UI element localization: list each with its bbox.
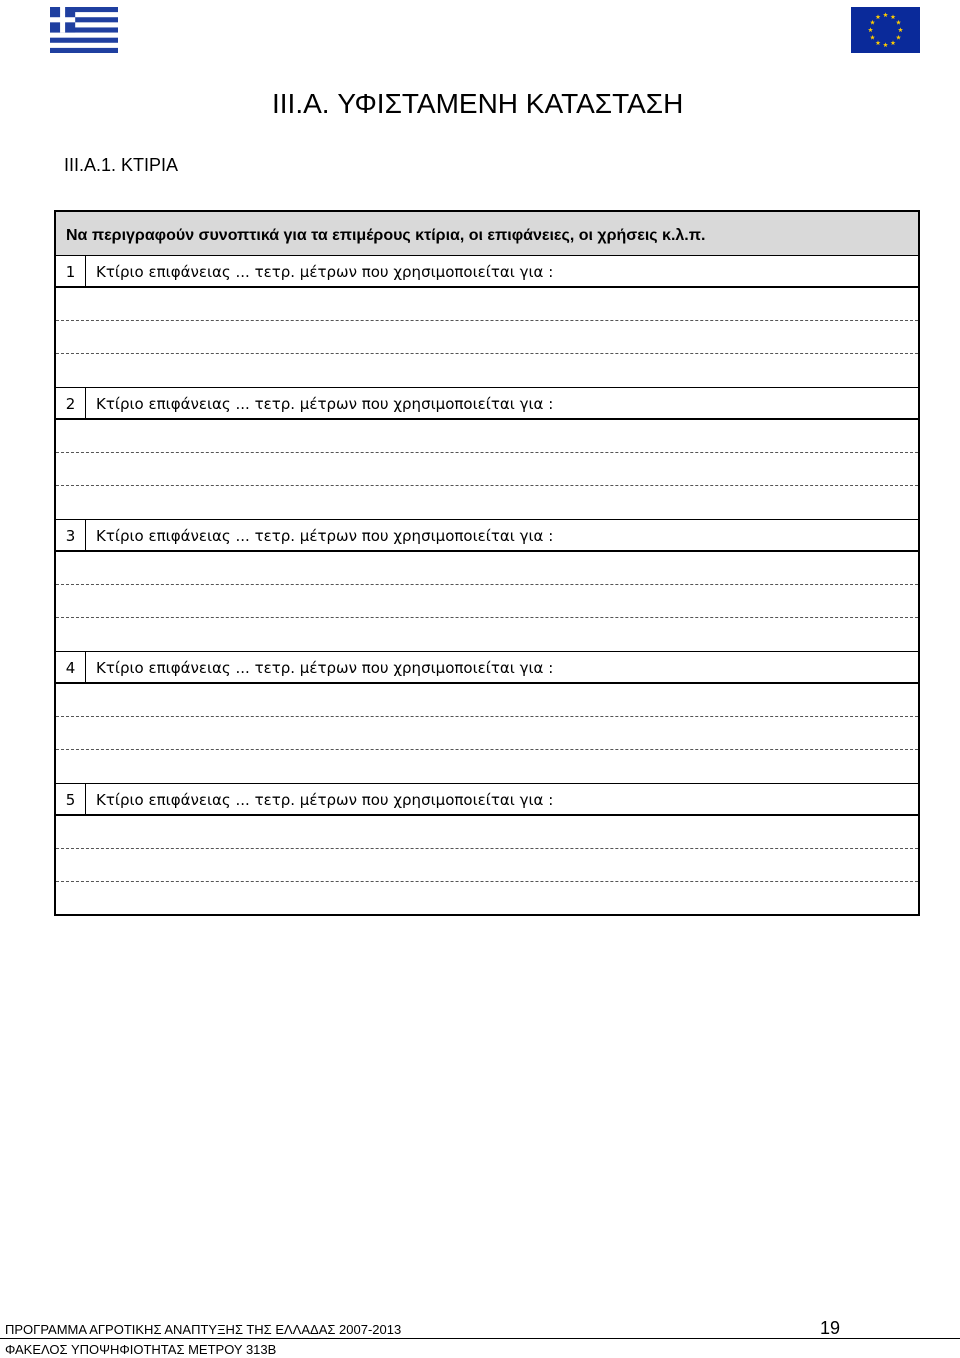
entry-line[interactable] — [56, 353, 918, 354]
eu-flag-icon — [851, 7, 920, 53]
entry-line[interactable] — [56, 485, 918, 486]
row-label: Κτίριο επιφάνειας ... τετρ. μέτρων που χρησιμοποιείται για : — [96, 263, 554, 281]
entry-line[interactable] — [56, 320, 918, 321]
entry-line[interactable] — [56, 584, 918, 585]
page-title: III.A. ΥΦΙΣΤΑΜΕΝΗ ΚΑΤΑΣΤΑΣΗ — [272, 88, 684, 119]
entry-line[interactable] — [56, 848, 918, 849]
entry-line[interactable] — [56, 617, 918, 618]
section-title: III.A.1. ΚΤΙΡΙΑ — [64, 155, 179, 175]
row-number: 3 — [56, 520, 86, 552]
entry-line[interactable] — [56, 749, 918, 750]
buildings-table — [54, 210, 920, 916]
footer-program: ΠΡΟΓΡΑΜΜΑ ΑΓΡΟΤΙΚΗΣ ΑΝΑΠΤΥΞΗΣ ΤΗΣ ΕΛΛΑΔΑΣ 2007-2013 — [5, 1322, 402, 1337]
footer-dossier: ΦΑΚΕΛΟΣ ΥΠΟΨΗΦΙΟΤΗΤΑΣ ΜΕΤΡΟΥ 313Β — [5, 1342, 277, 1357]
table-row — [56, 520, 918, 552]
table-row — [56, 652, 918, 684]
entry-line[interactable] — [56, 452, 918, 453]
page-number: 19 — [820, 1318, 841, 1338]
footer-divider — [0, 1338, 960, 1339]
entry-line[interactable] — [56, 881, 918, 882]
row-label: Κτίριο επιφάνειας ... τετρ. μέτρων που χρησιμοποιείται για : — [96, 659, 554, 677]
table-row — [56, 388, 918, 420]
table-row — [56, 256, 918, 288]
row-label: Κτίριο επιφάνειας ... τετρ. μέτρων που χρησιμοποιείται για : — [96, 395, 554, 413]
row-number: 5 — [56, 784, 86, 816]
entry-line[interactable] — [56, 716, 918, 717]
row-label: Κτίριο επιφάνειας ... τετρ. μέτρων που χρησιμοποιείται για : — [96, 527, 554, 545]
table-intro: Να περιγραφούν συνοπτικά για τα επιμέρους κτίρια, οι επιφάνειες, οι χρήσεις κ.λ.π. — [56, 212, 918, 256]
row-number: 4 — [56, 652, 86, 684]
table-row — [56, 784, 918, 816]
row-number: 1 — [56, 256, 86, 288]
row-label: Κτίριο επιφάνειας ... τετρ. μέτρων που χρησιμοποιείται για : — [96, 791, 554, 809]
greek-flag-icon — [50, 7, 118, 53]
row-number: 2 — [56, 388, 86, 420]
